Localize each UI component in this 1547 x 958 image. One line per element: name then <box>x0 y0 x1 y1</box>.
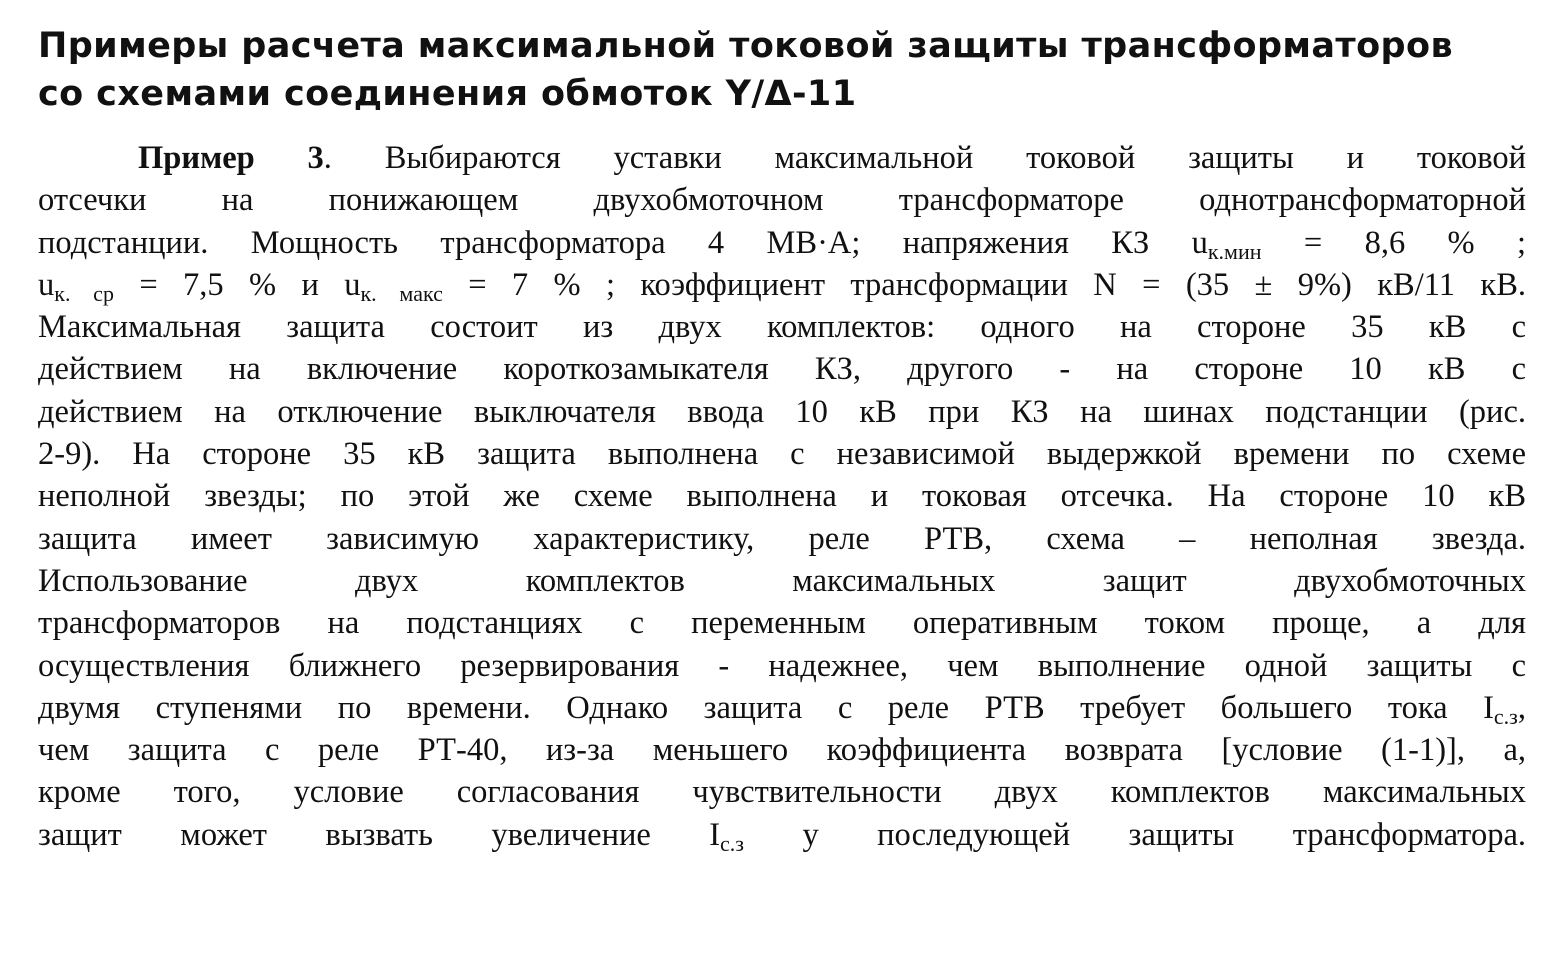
text-line: 2-9). На стороне 35 кВ защита выполнена с независимой выдержкой времени по схеме <box>38 436 1526 473</box>
subscript: к.мин <box>1207 238 1262 264</box>
text-fragment: защит может вызвать увеличение I <box>38 816 721 853</box>
text-line <box>38 687 1526 729</box>
text-line: защита имеет зависимую характеристику, реле РТВ, схема – неполная звезда. <box>38 520 1526 557</box>
text-line: отсечки на понижающем двухобмоточном трансформаторе однотрансформаторной <box>38 182 1526 219</box>
text-fragment: = 7,5 % и u <box>113 266 361 303</box>
section-title <box>38 22 1526 118</box>
example-paragraph <box>38 137 1526 856</box>
subscript: с.з <box>1493 703 1518 729</box>
text-line: действием на включение короткозамыкателя КЗ, другого - на стороне 10 кВ с <box>38 351 1526 388</box>
text-line <box>38 222 1526 264</box>
text-line: чем защита с реле РТ-40, из-за меньшего коэффициента возврата [условие (1-1)], а, <box>38 732 1526 769</box>
text-fragment: u <box>38 266 55 303</box>
text-fragment: = 8,6 % ; <box>1261 224 1527 261</box>
text-fragment: подстанции. Мощность трансформатора 4 МВ·А; напряжения КЗ u <box>38 224 1208 261</box>
text-fragment: двумя ступенями по времени. Однако защита с реле РТВ требует большего тока I <box>38 689 1494 726</box>
text-fragment: , <box>1517 689 1526 726</box>
text-fragment: у последующей защиты трансформатора. <box>744 816 1526 853</box>
text-line: действием на отключение выключателя ввода 10 кВ при КЗ на шинах подстанции (рис. <box>38 393 1526 430</box>
text-line <box>38 137 1526 179</box>
text-fragment: . Выбираются уставки максимальной токовой защиты и токовой <box>323 140 1527 176</box>
text-line: кроме того, условие согласования чувствительности двух комплектов максимальных <box>38 774 1526 811</box>
text-fragment: = 7 % ; коэффициент трансформации N = (35 ± 9%) кВ/11 кВ. <box>442 266 1527 303</box>
example-label: Пример 3 <box>138 140 324 176</box>
text-line: трансформаторов на подстанциях с переменным оперативным током проще, а для <box>38 605 1526 642</box>
text-line <box>38 264 1526 306</box>
text-line: неполной звезды; по этой же схеме выполнена и токовая отсечка. На стороне 10 кВ <box>38 478 1526 515</box>
subscript: к. макс <box>360 280 443 306</box>
document-page <box>38 22 1526 856</box>
text-line: Использование двух комплектов максимальных защит двухобмоточных <box>38 562 1526 599</box>
subscript: с.з <box>720 830 745 856</box>
title-line-1: Примеры расчета максимальной токовой защиты трансформаторов <box>38 26 1454 66</box>
text-line: осуществления ближнего резервирования - надежнее, чем выполнение одной защиты с <box>38 647 1526 684</box>
text-line: Максимальная защита состоит из двух комплектов: одного на стороне 35 кВ с <box>38 309 1526 346</box>
title-line-2: со схемами соединения обмоток Y/Δ-11 <box>38 74 857 114</box>
text-line <box>38 814 1526 856</box>
subscript: к. ср <box>54 280 114 306</box>
